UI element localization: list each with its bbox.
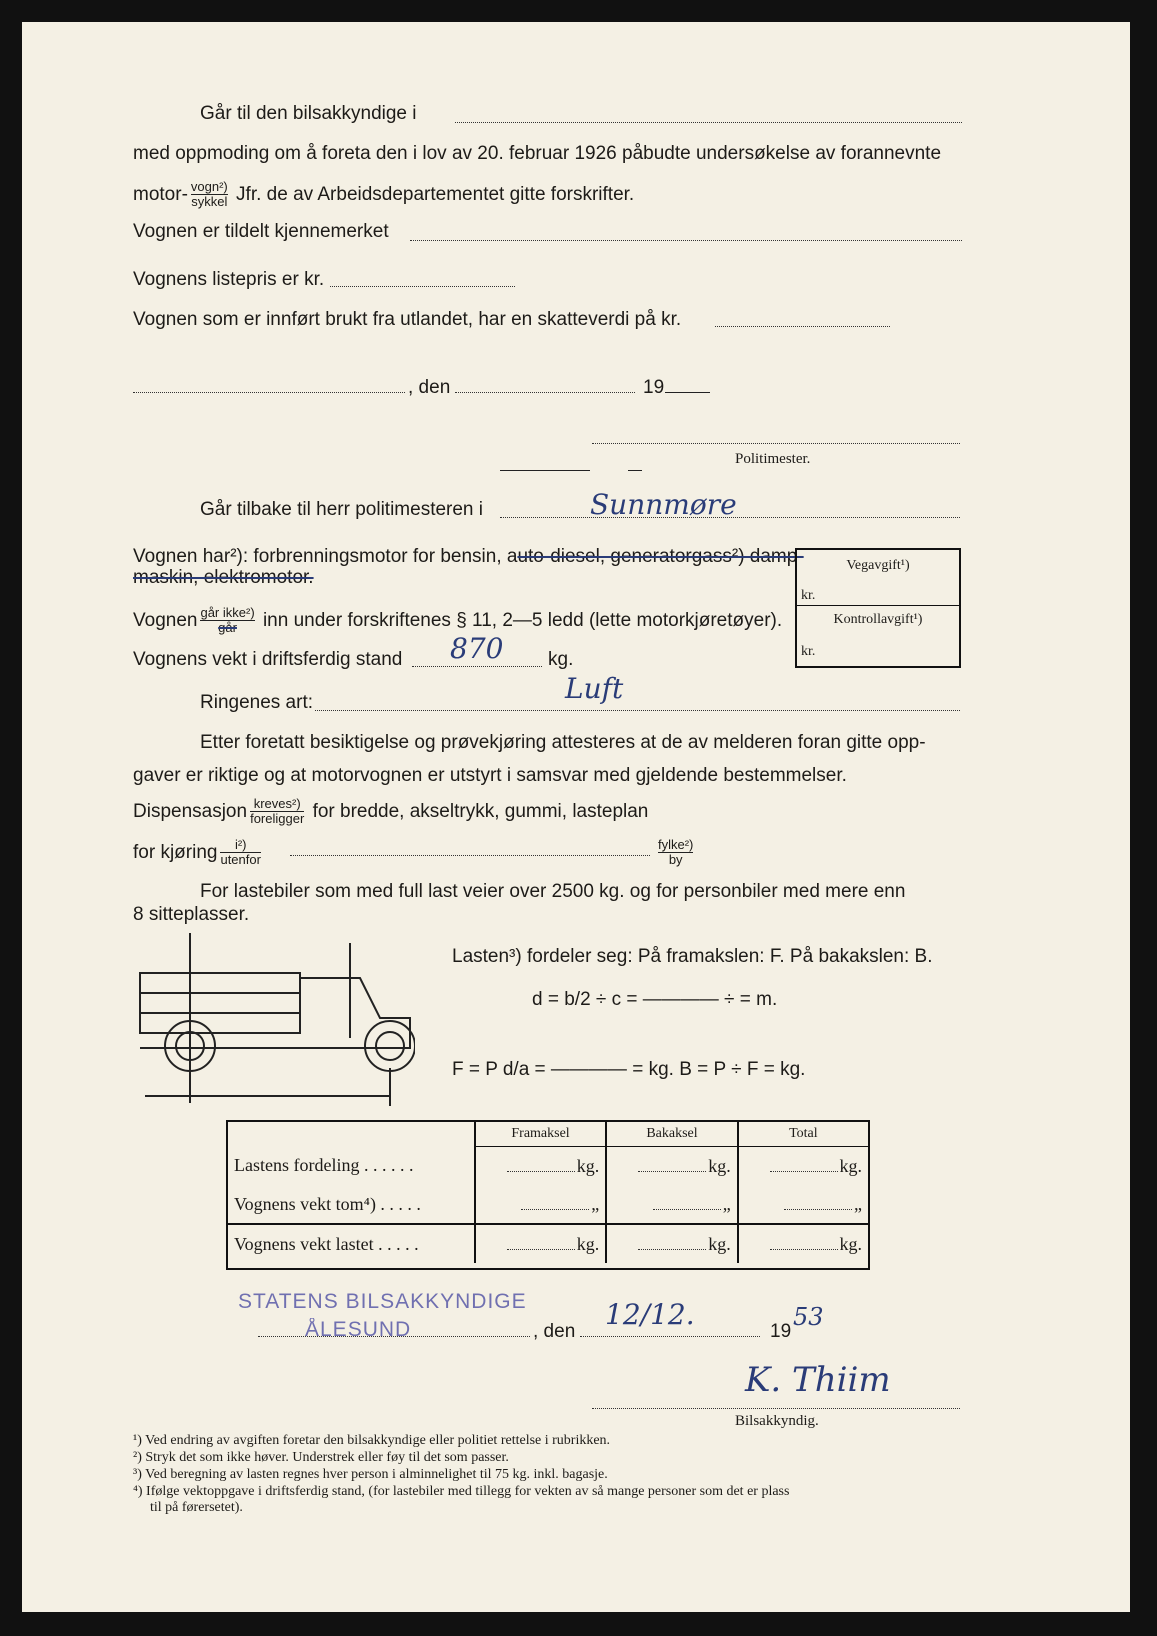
label-tilbake: Går tilbake til herr politimesteren i [200, 499, 483, 520]
divider [628, 470, 642, 471]
footnote: ¹) Ved endring av avgiften foretar den bilsakkyndige eller politiet rettelse i rubrikken. [133, 1433, 611, 1448]
footnote: ⁴) Ifølge vektoppgave i driftsferdig stand, (for lastebiler med tillegg for vekten av så mange personer som det er plass [133, 1484, 790, 1499]
cell[interactable] [738, 1147, 868, 1186]
fee-box [795, 548, 961, 668]
num: fylke²) [658, 837, 694, 852]
year-field[interactable] [665, 392, 710, 393]
text: for kjøring [133, 841, 218, 863]
fordeling-text: Lasten³) fordeler seg: På framakslen: F. På bakakslen: B. [452, 946, 933, 967]
num: i²) [220, 838, 260, 853]
line-motor [133, 180, 634, 210]
num: vogn²) [190, 179, 228, 194]
vekt-field[interactable] [412, 666, 542, 667]
label-19: 19 [643, 377, 665, 398]
cell[interactable] [606, 1185, 737, 1224]
row-label: Vognens vekt tom⁴) . . . . . [234, 1193, 421, 1214]
text: inn under forskriftenes § 11, 2—5 ledd (lette motorkjøretøyer). [262, 609, 783, 631]
label-vegavgift: Vegavgift¹) [846, 558, 910, 573]
unit: kg. [839, 1155, 862, 1176]
attest-line1: Etter foretatt besiktigelse og prøvekjøring attesteres at de av melderen foran gitte opp- [200, 732, 926, 753]
fraction [250, 797, 304, 827]
label-vekt: Vognens vekt i driftsferdig stand [133, 649, 403, 670]
kjoring-field[interactable] [290, 855, 650, 856]
unit: „ [591, 1193, 600, 1214]
label-kjennemerke: Vognen er tildelt kjennemerket [133, 221, 389, 242]
fraction [220, 838, 260, 868]
date-field[interactable] [455, 392, 635, 393]
text: for bredde, akseltrykk, gummi, lasteplan [312, 800, 649, 822]
handwritten-ringer: Luft [565, 672, 624, 705]
label-den: , den [533, 1321, 576, 1342]
fraction [191, 180, 228, 210]
listepris-field[interactable] [330, 286, 515, 287]
bilsakkyndige-field[interactable] [455, 122, 962, 123]
truck-diagram [135, 928, 415, 1108]
label-fylke [655, 838, 696, 868]
cell[interactable] [475, 1147, 606, 1186]
text: Dispensasjon [133, 800, 248, 822]
label-kjoring [133, 838, 264, 868]
label-den: , den [408, 377, 451, 398]
signature-field[interactable] [592, 1408, 960, 1409]
unit: kg. [708, 1233, 731, 1254]
row-label: Vognens vekt lastet . . . . . [234, 1233, 419, 1254]
unit: kg. [839, 1233, 862, 1254]
formula-f: F = P d/a = ———— = kg. B = P ÷ F = kg. [452, 1059, 806, 1080]
table-row [228, 1185, 868, 1224]
num: kreves²) [250, 797, 304, 812]
label-listepris: Vognens listepris er kr. [133, 269, 325, 290]
fraction [658, 838, 693, 868]
label-skatteverdi: Vognen som er innført brukt fra utlandet, har en skatteverdi på kr. [133, 309, 682, 330]
table-header: Total [738, 1122, 868, 1147]
unit: kg. [576, 1233, 600, 1254]
handwritten-sunnmore: Sunnmøre [590, 488, 737, 521]
cell[interactable] [475, 1185, 606, 1224]
cell[interactable] [606, 1224, 737, 1263]
signature: K. Thiim [745, 1360, 891, 1400]
den: by [668, 852, 683, 868]
line-oppmoding: med oppmoding om å foreta den i lov av 20. februar 1926 påbudte undersøkelse av forannevnte [133, 143, 942, 164]
num: går ikke²) [200, 605, 255, 620]
den: foreligger [250, 811, 305, 827]
row-label: Lastens fordeling . . . . . . [234, 1155, 414, 1176]
line-bilsakkyndige: Går til den bilsakkyndige i [200, 103, 417, 124]
footnote: ³) Ved beregning av lasten regnes hver person i alminnelighet til 75 kg. inkl. bagasje. [133, 1467, 608, 1482]
label-bilsakkyndig: Bilsakkyndig. [735, 1413, 819, 1429]
den: utenfor [220, 852, 261, 868]
table-header [228, 1122, 475, 1147]
skatteverdi-field[interactable] [715, 326, 890, 327]
date-field[interactable] [580, 1336, 760, 1337]
struck-text: uto-diesel, generatorgass²) damp- [517, 546, 804, 567]
load-table [228, 1122, 868, 1263]
text: Vognen har²): forbrenningsmotor for bensin, a [133, 546, 518, 567]
label-kg: kg. [548, 649, 574, 670]
handwritten-vekt: 870 [450, 632, 504, 665]
cell[interactable] [475, 1224, 606, 1263]
den: går [218, 620, 237, 636]
handwritten-year: 53 [793, 1303, 824, 1331]
unit: „ [722, 1193, 731, 1214]
footnote: til på førersetet). [150, 1500, 243, 1515]
cell[interactable] [606, 1147, 737, 1186]
handwritten-date: 12/12. [605, 1298, 695, 1331]
text: Vognen [133, 609, 198, 631]
kjennemerke-field[interactable] [410, 240, 962, 241]
label-motor [133, 547, 804, 566]
label-kontrollavgift: Kontrollavgift¹) [833, 612, 923, 627]
stamp-line1: STATENS BILSAKKYNDIGE [238, 1290, 527, 1313]
divider [500, 470, 590, 471]
table-row [228, 1147, 868, 1186]
place-field[interactable] [258, 1336, 530, 1337]
lastebil-line1: For lastebiler som med full last veier over 2500 kg. og for personbiler med mere enn [200, 881, 906, 902]
place-field[interactable] [133, 392, 405, 393]
struck-text: maskin, elektromotor. [133, 567, 314, 588]
footnote: ²) Stryk det som ikke høver. Understrek eller føy til det som passer. [133, 1450, 509, 1465]
label-kr: kr. [801, 644, 816, 659]
label-19: 19 [770, 1321, 792, 1342]
label-kr: kr. [801, 588, 816, 603]
table-row [228, 1224, 868, 1263]
politimester-signature-field[interactable] [592, 443, 960, 444]
label-dispensasjon [133, 797, 648, 827]
text: Jfr. de av Arbeidsdepartementet gitte forskrifter. [236, 183, 635, 205]
formula-d: d = b/2 ÷ c = ———— ÷ = m. [532, 989, 778, 1010]
unit: „ [854, 1193, 862, 1214]
label-ringer: Ringenes art: [200, 692, 314, 713]
stamp-line2: ÅLESUND [305, 1318, 412, 1341]
divider [797, 605, 959, 606]
ringer-field[interactable] [315, 710, 960, 711]
text: motor- [133, 183, 188, 205]
table-header: Bakaksel [606, 1122, 737, 1147]
den: sykkel [191, 194, 228, 210]
unit: kg. [576, 1155, 600, 1176]
cell[interactable] [738, 1224, 868, 1263]
cell[interactable] [738, 1185, 868, 1224]
label-politimester: Politimester. [735, 451, 811, 467]
lastebil-line2: 8 sitteplasser. [133, 904, 250, 925]
table-header: Framaksel [475, 1122, 606, 1147]
unit: kg. [708, 1155, 731, 1176]
fraction [200, 606, 254, 636]
attest-line2: gaver er riktige og at motorvognen er utstyrt i samsvar med gjeldende bestemmelser. [133, 765, 847, 786]
